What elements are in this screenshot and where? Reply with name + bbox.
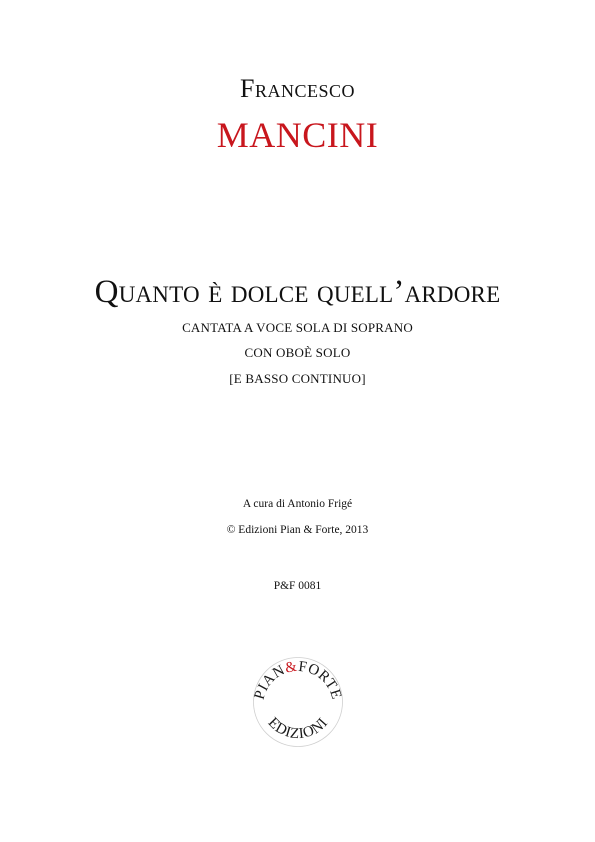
- publisher-seal-icon: [252, 656, 344, 748]
- composer-first-name: Francesco: [240, 74, 355, 103]
- subtitle-line-3: [E BASSO CONTINUO]: [229, 371, 366, 386]
- editor-credit: A cura di Antonio Frigé: [242, 498, 353, 510]
- copyright-notice: © Edizioni Pian & Forte, 2013: [226, 524, 369, 536]
- seal-top-text: PIAN&FORTE: [252, 658, 344, 702]
- composer-last-name: MANCINI: [216, 115, 379, 155]
- work-title: Quanto è dolce quell’ardore: [94, 274, 501, 310]
- seal-bottom-text: EDIZIONI: [264, 714, 332, 743]
- publisher-seal-svg: [252, 656, 344, 748]
- catalog-number: P&F 0081: [273, 580, 322, 592]
- subtitle-line-2: CON OBOÈ SOLO: [244, 345, 351, 360]
- subtitle-line-1: CANTATA A VOCE SOLA DI SOPRANO: [182, 320, 413, 335]
